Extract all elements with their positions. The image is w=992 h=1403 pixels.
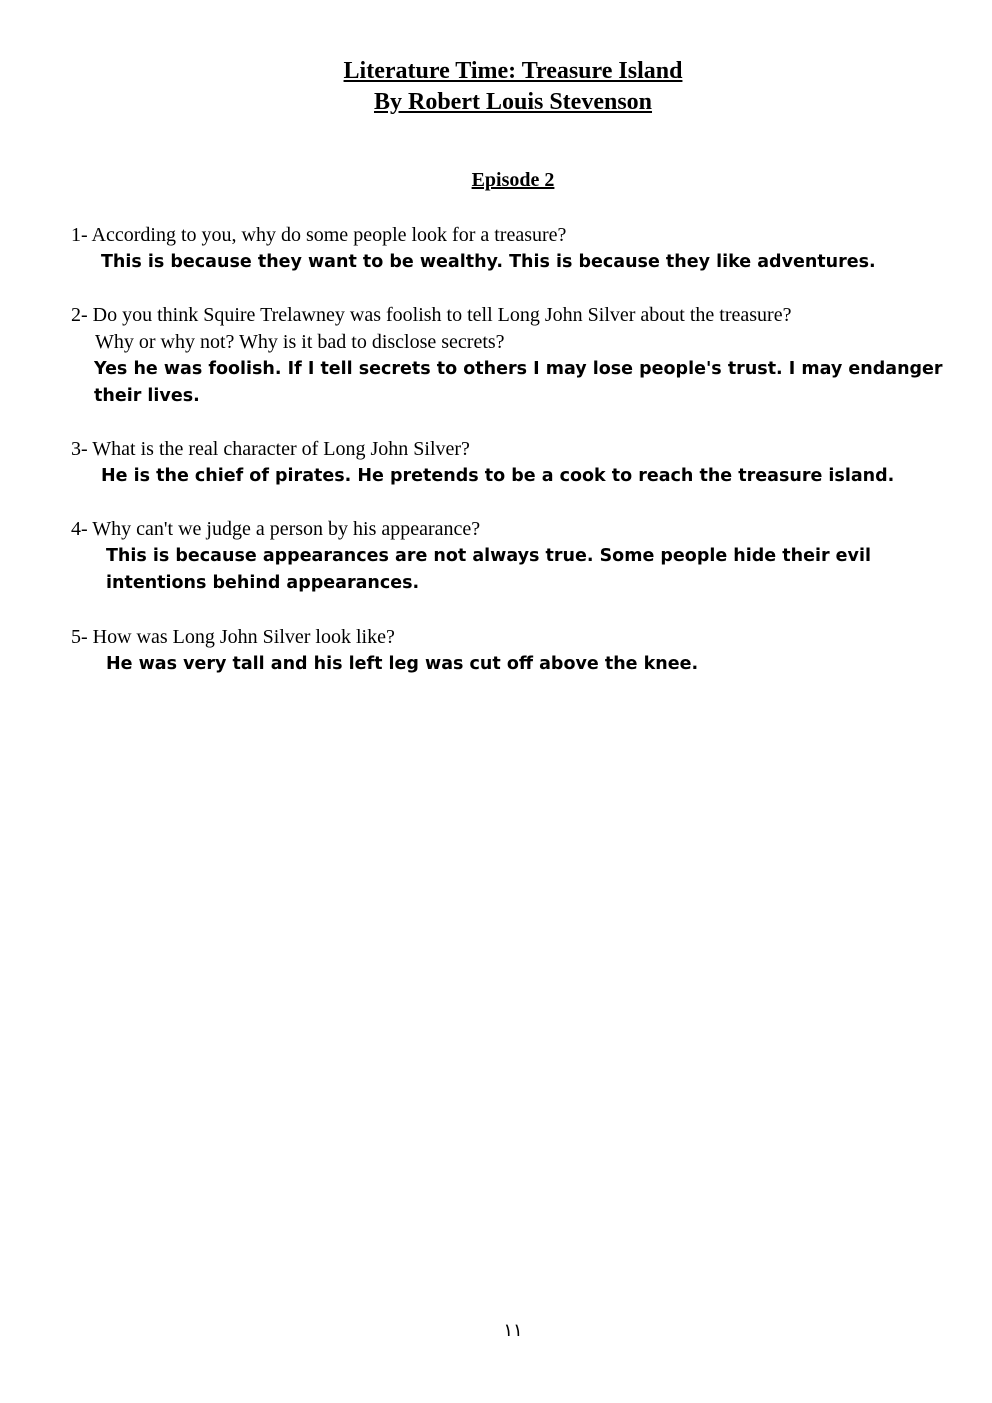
- document-title: [0, 56, 992, 118]
- qa-item-5: [71, 624, 951, 678]
- answer-1-line-1: This is because they want to be wealthy. This is because they like adventures.: [101, 252, 876, 272]
- episode-heading: Episode 2: [471, 169, 555, 191]
- answer-3-line-1: He is the chief of pirates. He pretends to be a cook to reach the treasure island.: [101, 466, 895, 486]
- question-3-line-1: 3- What is the real character of Long John Silver?: [71, 438, 470, 460]
- title-line-1: Literature Time: Treasure Island: [343, 58, 683, 84]
- answer-3: [71, 463, 951, 490]
- question-2-line-1: 2- Do you think Squire Trelawney was foolish to tell Long John Silver about the treasure?: [71, 304, 792, 326]
- question-4-line-1: 4- Why can't we judge a person by his appearance?: [71, 518, 481, 540]
- qa-item-3: [71, 436, 951, 490]
- answer-2: [71, 356, 951, 410]
- answer-5-line-1: He was very tall and his left leg was cut off above the knee.: [106, 654, 699, 674]
- answer-4-line-2: intentions behind appearances.: [106, 573, 420, 593]
- question-2: [71, 302, 951, 356]
- question-4: [71, 516, 951, 543]
- answer-5: [71, 651, 951, 678]
- answer-4: [71, 543, 951, 597]
- question-3: [71, 436, 951, 463]
- page-number: ١١: [503, 1320, 523, 1340]
- answer-4-line-1: This is because appearances are not always true. Some people hide their evil: [106, 546, 871, 566]
- answer-2-line-2: their lives.: [94, 386, 200, 406]
- question-2-line-2: Why or why not? Why is it bad to disclose secrets?: [95, 331, 505, 353]
- qa-item-4: [71, 516, 951, 597]
- title-line-2: By Robert Louis Stevenson: [373, 89, 653, 115]
- question-1: [71, 222, 951, 249]
- question-5-line-1: 5- How was Long John Silver look like?: [71, 626, 395, 648]
- answer-1: [71, 249, 951, 276]
- qa-item-2: [71, 302, 951, 410]
- answer-2-line-1: Yes he was foolish. If I tell secrets to others I may lose people's trust. I may endanger: [94, 359, 943, 379]
- question-5: [71, 624, 951, 651]
- qa-item-1: [71, 222, 951, 276]
- question-1-line-1: 1- According to you, why do some people look for a treasure?: [71, 224, 567, 246]
